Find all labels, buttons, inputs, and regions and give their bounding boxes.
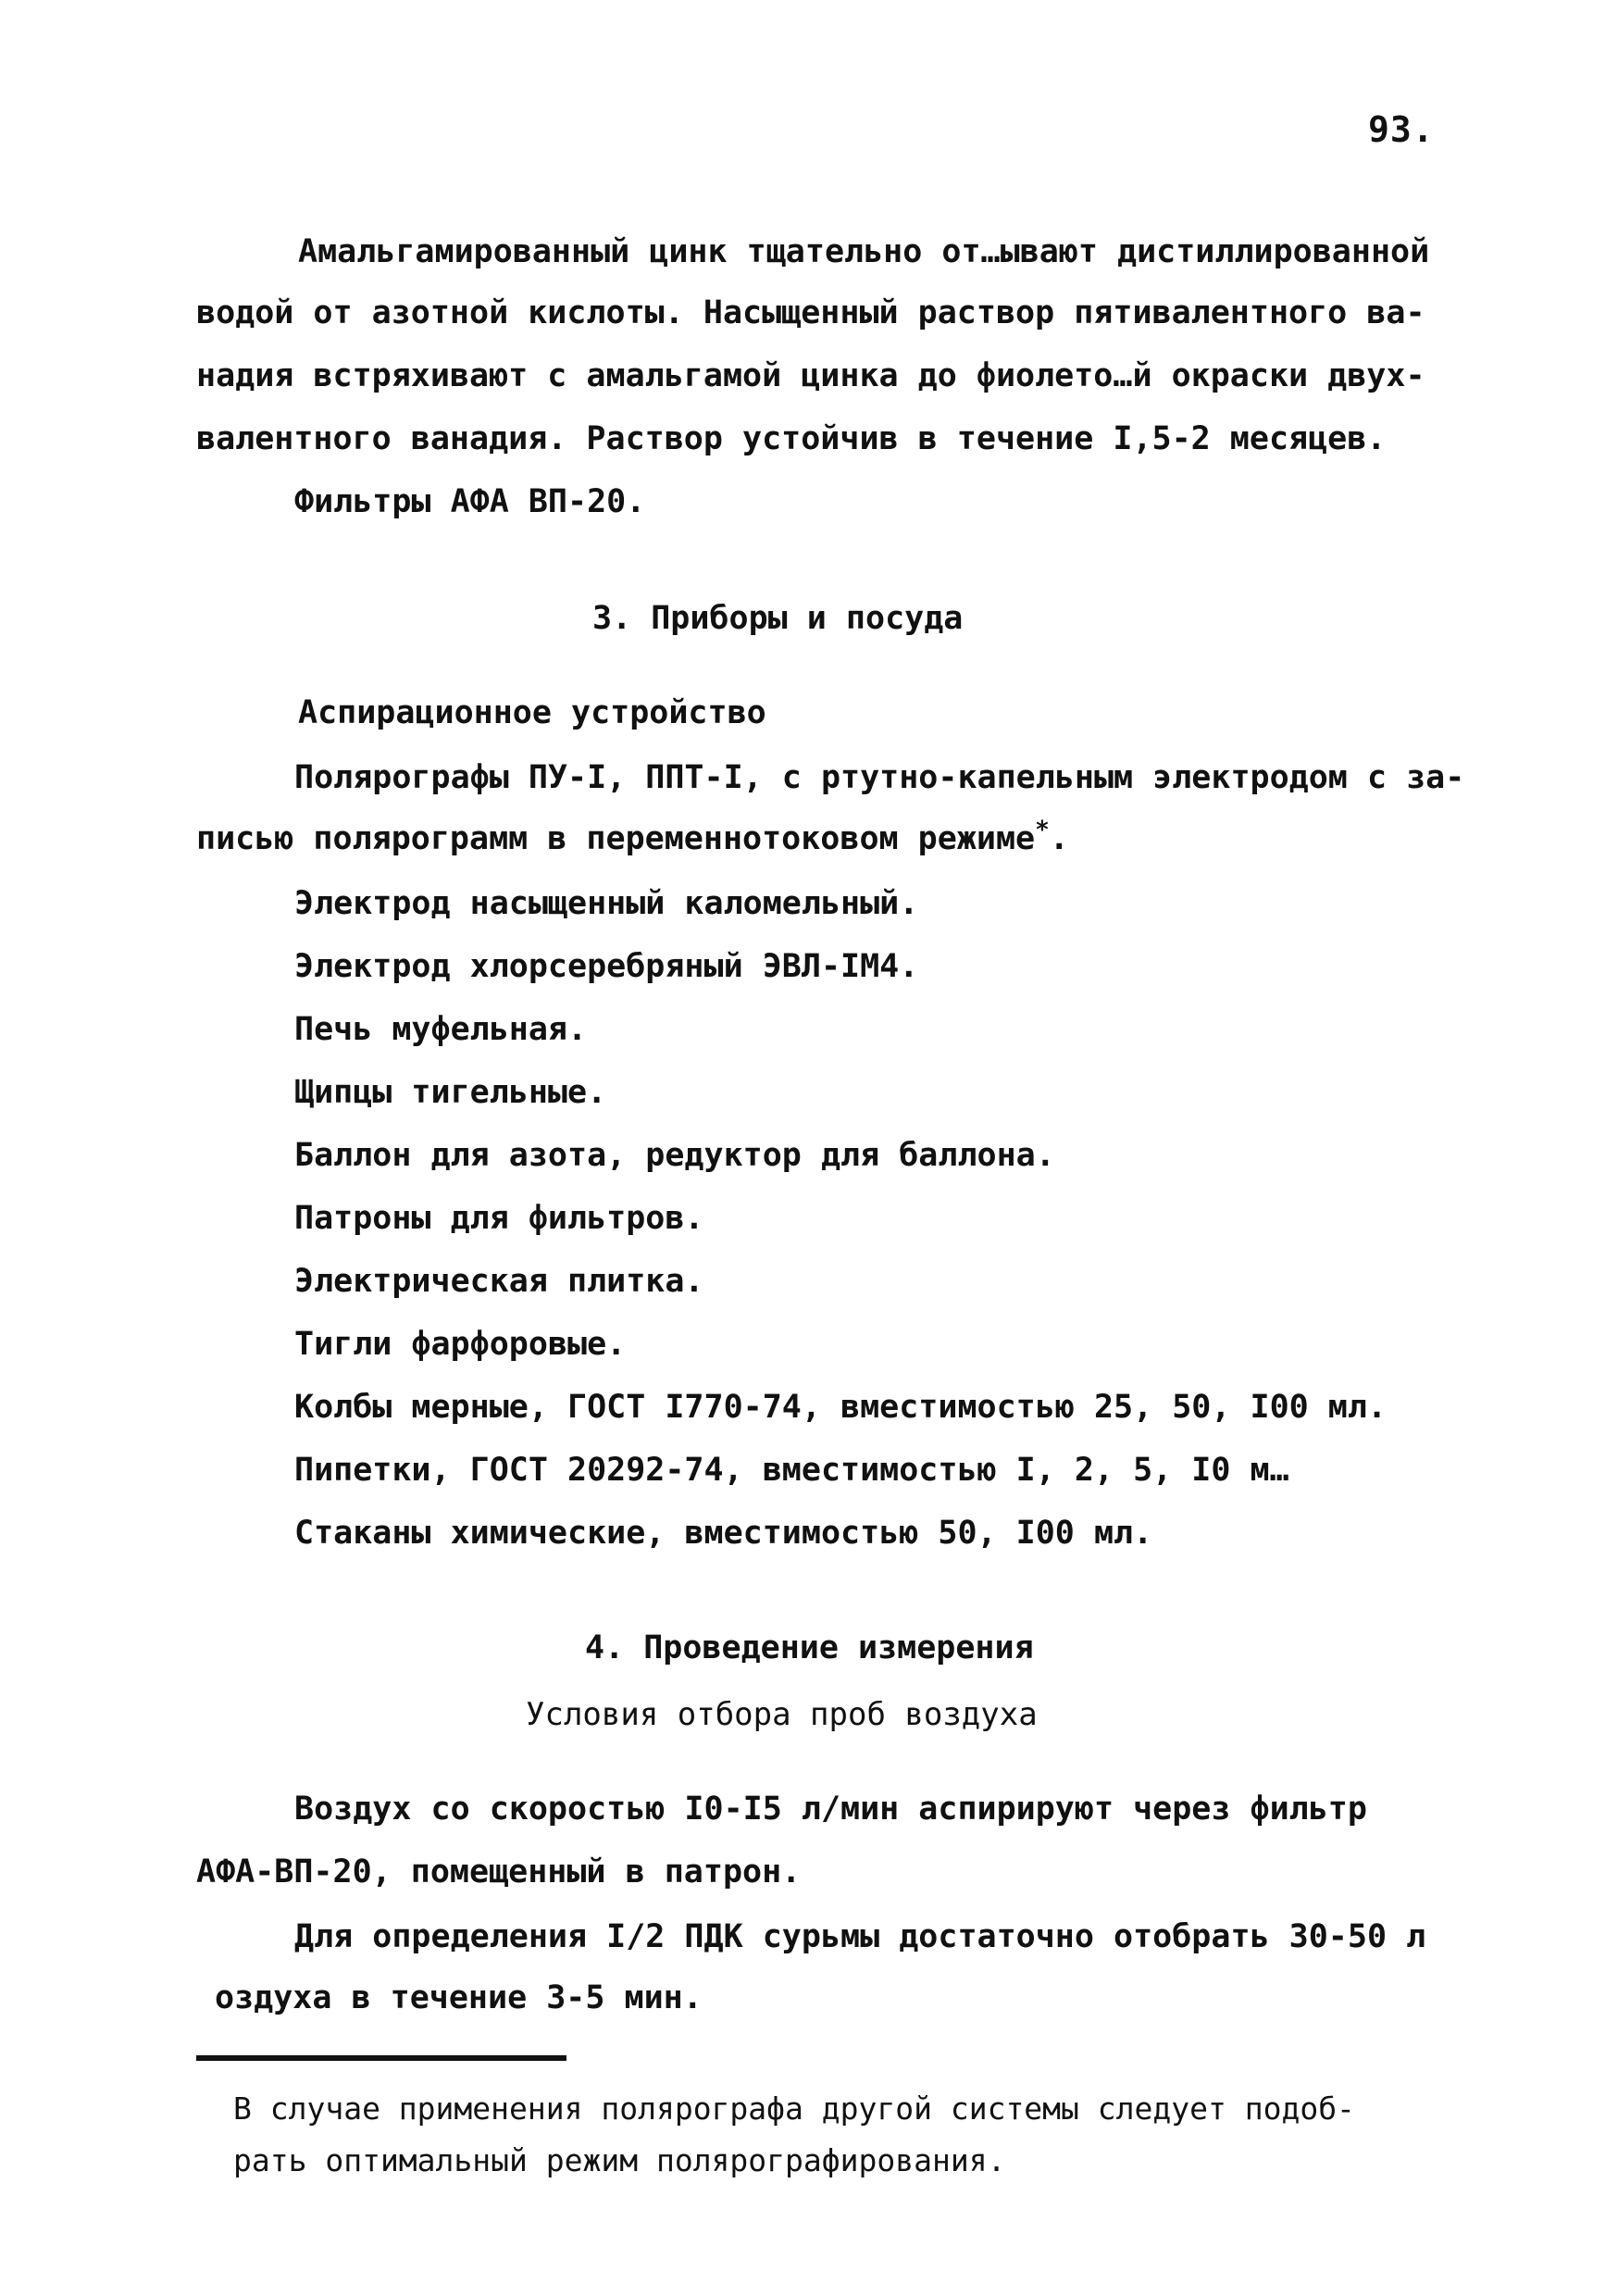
- section-4-subtitle: Условия отбора проб воздуха: [526, 1696, 1038, 1733]
- item-chemical-beakers: Стаканы химические, вместимостью 50, I00 мл.: [294, 1515, 1153, 1552]
- footnote-separator: [196, 2055, 566, 2061]
- item-polarographs-line-1: Полярографы ПУ-I, ППТ-I, с ртутно-капельным электродом с за-: [294, 759, 1465, 796]
- polarographs-line-2-end: .: [1049, 820, 1069, 857]
- item-nitrogen-cylinder: Баллон для азота, редуктор для баллона.: [294, 1137, 1055, 1174]
- sampling-paragraph-2-line-2: оздуха в течение 3-5 мин.: [215, 1979, 703, 2016]
- sampling-paragraph-1-line-1: Воздух со скоростью I0-I5 л/мин аспирируют через фильтр: [294, 1791, 1367, 1828]
- filters-line: Фильтры АФА ВП-20.: [294, 483, 646, 520]
- footnote-line-2: рать оптимальный режим полярографирования.: [233, 2142, 1006, 2178]
- reagents-paragraph-line-2: водой от азотной кислоты. Насыщенный раствор пятивалентного ва-: [196, 294, 1425, 331]
- reagents-paragraph-line-4: валентного ванадия. Раствор устойчив в течение I,5-2 месяцев.: [196, 420, 1387, 457]
- item-filter-cartridges: Патроны для фильтров.: [294, 1200, 704, 1237]
- section-4-title: 4. Проведение измерения: [585, 1629, 1034, 1666]
- item-muffle-furnace: Печь муфельная.: [294, 1011, 588, 1048]
- footnote-line-1: В случае применения полярографа другой системы следует подоб-: [233, 2090, 1355, 2127]
- item-polarographs-line-2: [196, 818, 1069, 859]
- page-number: 93.: [1368, 109, 1435, 150]
- section-3-title: 3. Приборы и посуда: [592, 600, 964, 637]
- sampling-paragraph-2-line-1: Для определения I/2 ПДК сурьмы достаточно отобрать 30-50 л: [294, 1918, 1426, 1955]
- item-hotplate: Электрическая плитка.: [294, 1263, 704, 1300]
- item-pipettes: Пипетки, ГОСТ 20292-74, вместимостью I, 2, 5, I0 м…: [294, 1452, 1289, 1489]
- reagents-paragraph-line-3: надия встряхивают с амальгамой цинка до фиолето…й окраски двух-: [196, 357, 1425, 394]
- item-porcelain-crucibles: Тигли фарфоровые.: [294, 1326, 627, 1363]
- item-aspirator: Аспирационное устройство: [298, 694, 766, 731]
- item-volumetric-flasks: Колбы мерные, ГОСТ I770-74, вместимостью 25, 50, I00 мл.: [294, 1389, 1388, 1426]
- item-calomel-electrode: Электрод насыщенный каломельный.: [294, 885, 919, 922]
- sampling-paragraph-1-line-2: АФА-ВП-20, помещенный в патрон.: [196, 1853, 802, 1890]
- polarographs-line-2-text: писью полярограмм в переменнотоковом режиме: [196, 820, 1036, 857]
- item-crucible-tongs: Щипцы тигельные.: [294, 1074, 607, 1111]
- footnote-mark: *: [1035, 816, 1050, 844]
- item-silver-chloride-electrode: Электрод хлорсеребряный ЭВЛ-IМ4.: [294, 948, 919, 985]
- reagents-paragraph-line-1: Амальгамированный цинк тщательно от…ывают дистиллированной: [298, 233, 1430, 270]
